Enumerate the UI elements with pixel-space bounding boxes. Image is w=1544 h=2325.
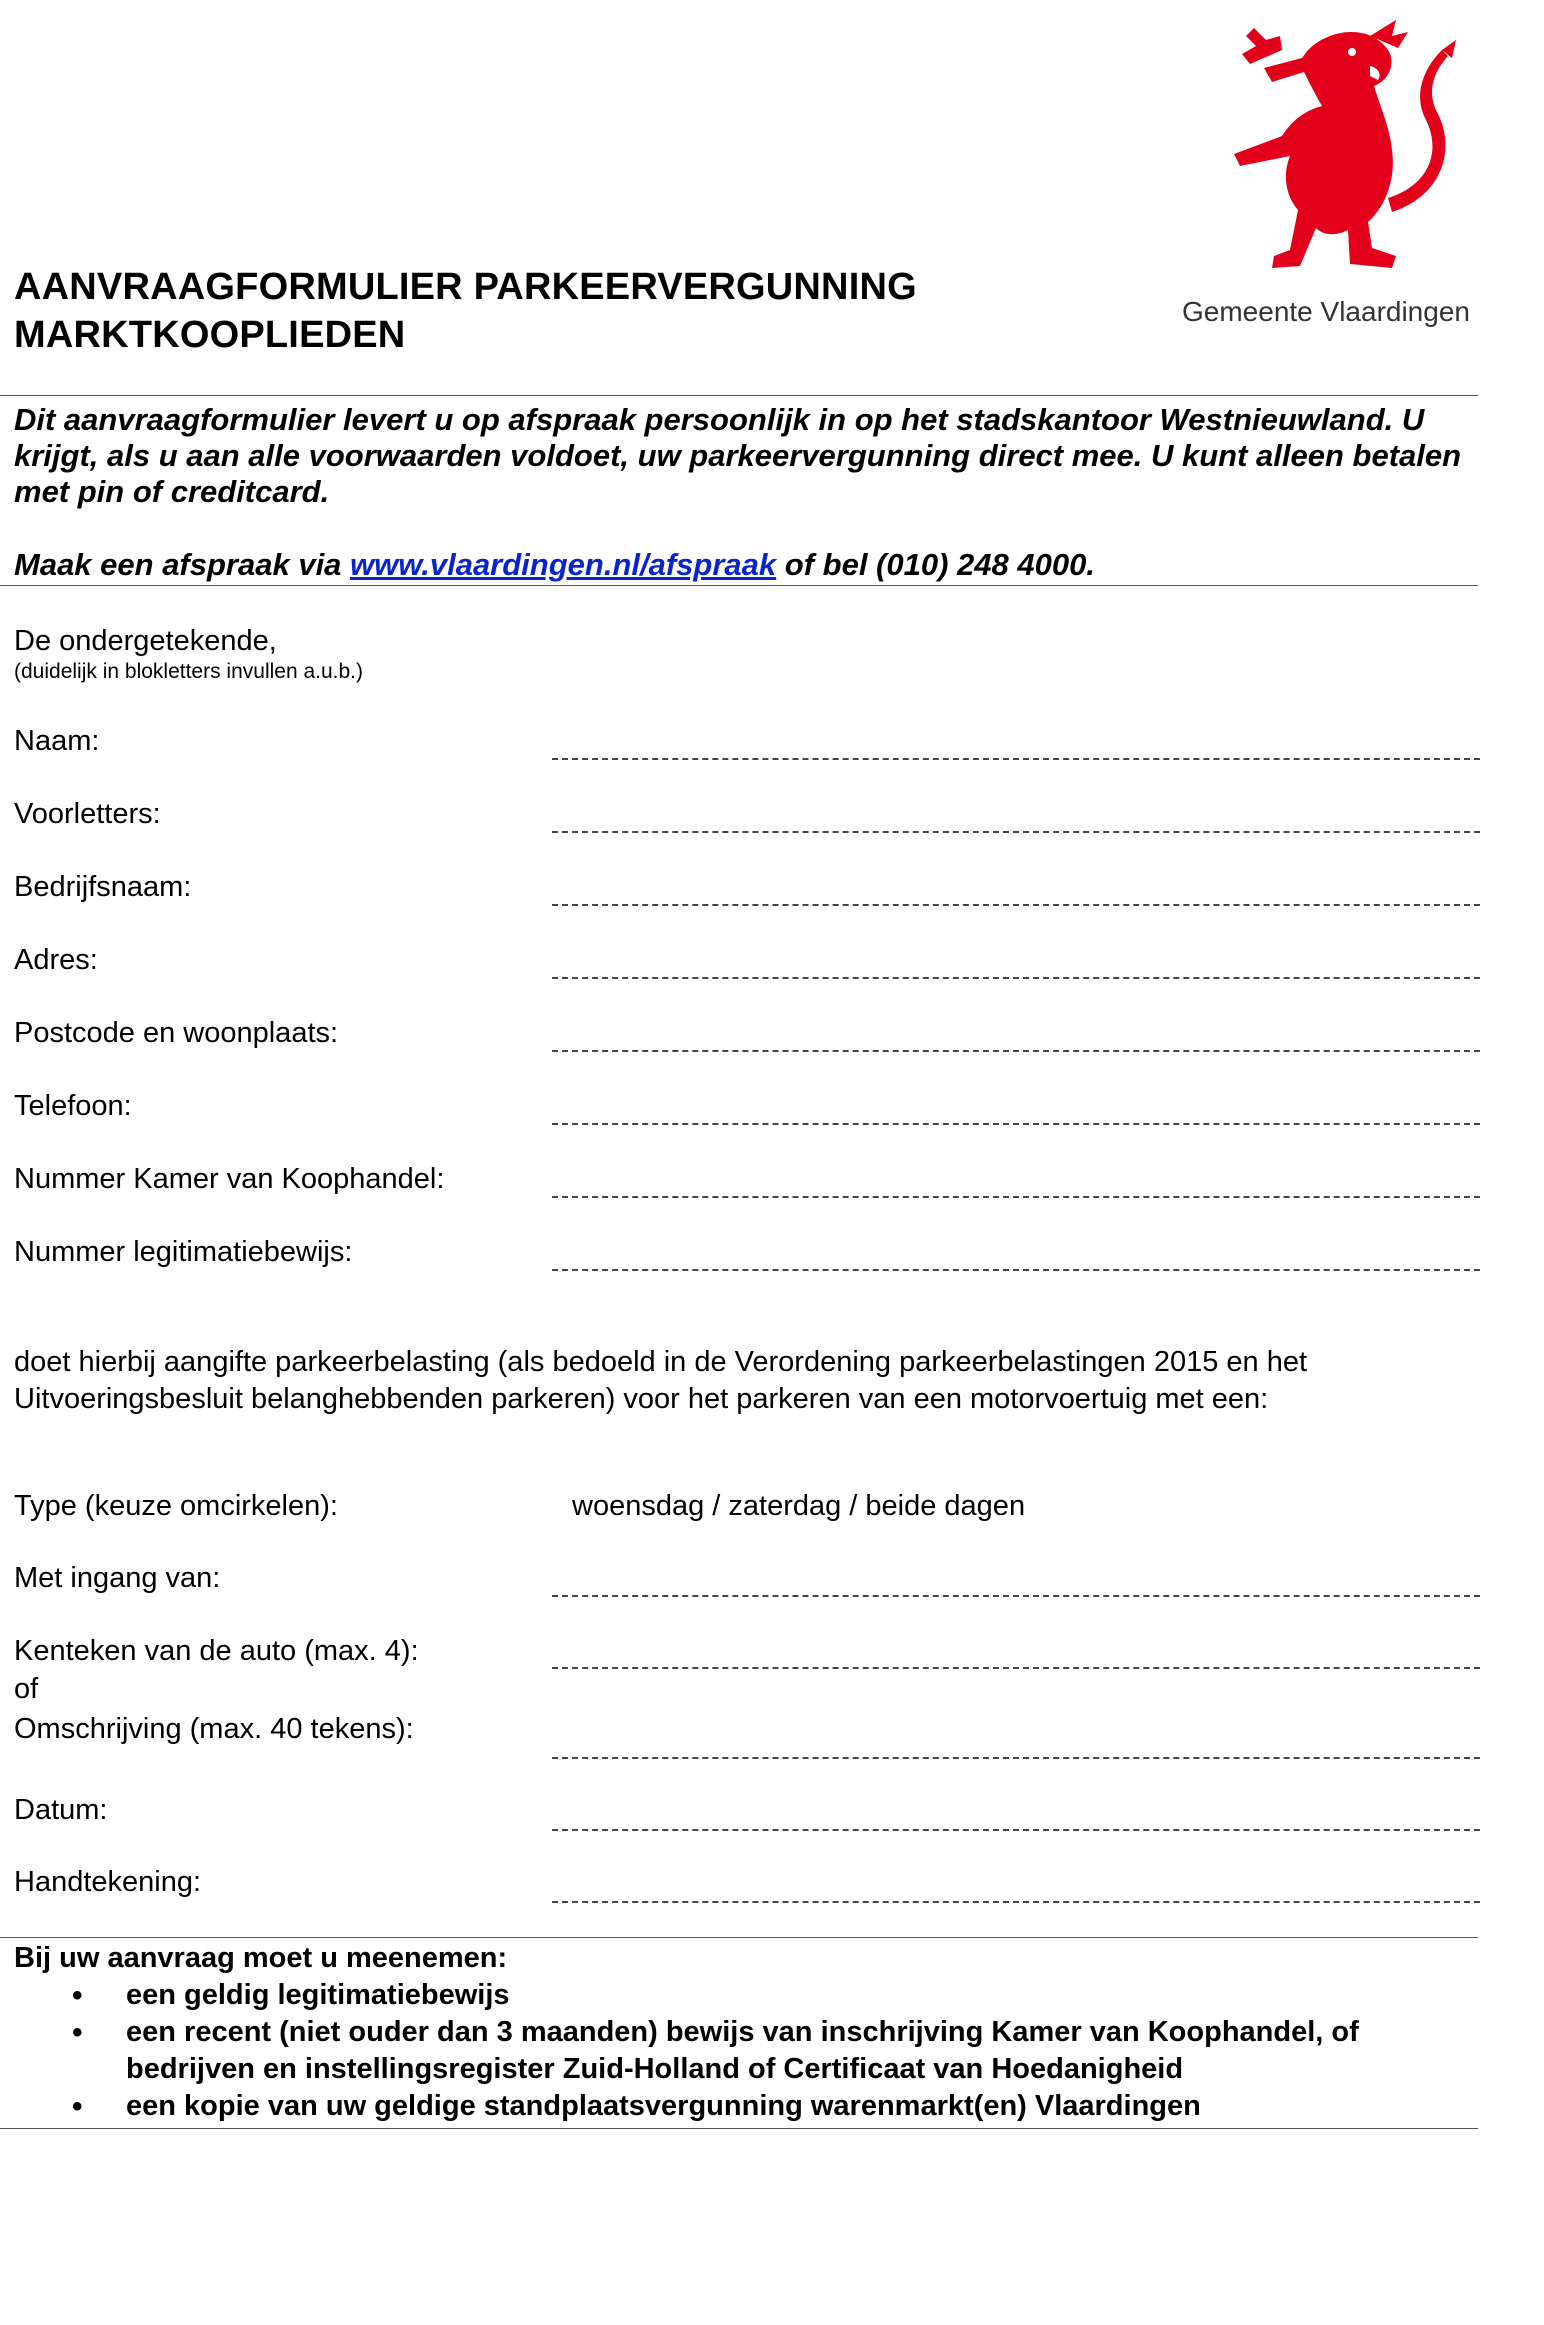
- label-kenteken: Kenteken van de auto (max. 4):: [14, 1635, 419, 1667]
- intro-text: Dit aanvraagformulier levert u op afspraak persoonlijk in op het stadskantoor Westnieuwland. U krijgt, als u aan alle voorwaarden voldoet, uw parkeervergunning direct mee. U kunt alleen betalen met pin of creditcard.: [14, 402, 1462, 509]
- label-adres: Adres:: [14, 944, 98, 976]
- label-of: of: [14, 1673, 39, 1705]
- divider: [0, 1937, 1478, 1938]
- appointment-suffix: of bel (010) 248 4000.: [776, 547, 1095, 582]
- label-kvk: Nummer Kamer van Koophandel:: [14, 1163, 445, 1195]
- input-line-datum[interactable]: [552, 1829, 1480, 1831]
- input-line-adres[interactable]: [552, 977, 1480, 979]
- requirements-heading: Bij uw aanvraag moet u meenemen:: [14, 1942, 508, 1974]
- label-omschrijving: Omschrijving (max. 40 tekens):: [14, 1713, 414, 1745]
- input-line-bedrijfsnaam[interactable]: [552, 904, 1480, 906]
- input-line-kvk[interactable]: [552, 1196, 1480, 1198]
- label-bedrijfsnaam: Bedrijfsnaam:: [14, 871, 192, 903]
- list-item: • een kopie van uw geldige standplaatsvergunning warenmarkt(en) Vlaardingen: [14, 2088, 1484, 2125]
- appointment-prefix: Maak een afspraak via: [14, 547, 351, 582]
- divider: [0, 585, 1478, 586]
- input-line-ingang[interactable]: [552, 1595, 1480, 1597]
- label-postcode: Postcode en woonplaats:: [14, 1017, 339, 1049]
- page-title-line1: AANVRAAGFORMULIER PARKEERVERGUNNING: [14, 266, 917, 308]
- input-line-voorletters[interactable]: [552, 831, 1480, 833]
- label-voorletters: Voorletters:: [14, 798, 161, 830]
- appointment-link[interactable]: www.vlaardingen.nl/afspraak: [350, 547, 777, 582]
- signatory-heading: De ondergetekende,: [14, 625, 277, 657]
- label-telefoon: Telefoon:: [14, 1090, 132, 1122]
- red-lion-icon: [1220, 10, 1460, 280]
- page-title-line2: MARKTKOOPLIEDEN: [14, 314, 406, 356]
- label-ingang: Met ingang van:: [14, 1562, 221, 1594]
- label-naam: Naam:: [14, 725, 100, 757]
- input-line-kenteken[interactable]: [552, 1667, 1480, 1669]
- input-line-legitimatie[interactable]: [552, 1269, 1480, 1271]
- divider: [0, 395, 1478, 396]
- input-line-naam[interactable]: [552, 758, 1480, 760]
- label-handtekening: Handtekening:: [14, 1866, 202, 1898]
- list-item: • een recent (niet ouder dan 3 maanden) bewijs van inschrijving Kamer van Koophandel, of bedrijven en instellingsregister Zuid-Holland of Certificaat van Hoedanigheid: [14, 2014, 1484, 2088]
- input-line-handtekening[interactable]: [552, 1901, 1480, 1903]
- municipality-logo: [1170, 10, 1510, 340]
- intro-block: [14, 402, 1464, 583]
- input-line-omschrijving[interactable]: [552, 1757, 1480, 1759]
- requirements-block: [14, 1940, 1484, 2125]
- type-options[interactable]: woensdag / zaterdag / beide dagen: [572, 1490, 1026, 1522]
- requirements-list: [14, 1977, 1484, 2125]
- input-line-postcode[interactable]: [552, 1050, 1480, 1052]
- label-type: Type (keuze omcirkelen):: [14, 1490, 338, 1522]
- input-line-telefoon[interactable]: [552, 1123, 1480, 1125]
- list-item: • een geldig legitimatiebewijs: [14, 1977, 1484, 2014]
- signatory-note: (duidelijk in blokletters invullen a.u.b.): [14, 660, 364, 683]
- appointment-line: [14, 547, 1464, 583]
- logo-text: Gemeente Vlaardingen: [1182, 296, 1470, 327]
- divider: [0, 2128, 1478, 2129]
- label-legitimatie: Nummer legitimatiebewijs:: [14, 1236, 353, 1268]
- declaration-text: doet hierbij aangifte parkeerbelasting (als bedoeld in de Verordening parkeerbelastingen 2015 en het Uitvoeringsbesluit belanghebbenden parkeren) voor het parkeren van een motorvoertuig met een:: [14, 1346, 1308, 1415]
- label-datum: Datum:: [14, 1794, 108, 1826]
